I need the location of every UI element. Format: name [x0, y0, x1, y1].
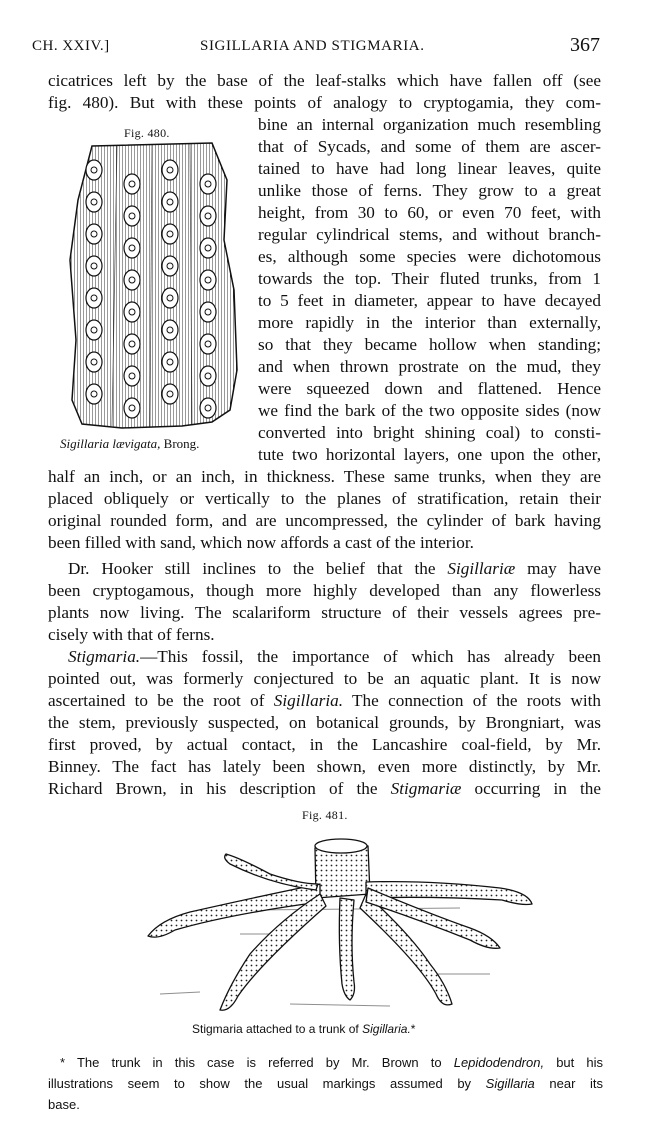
leaf-scar — [86, 256, 102, 276]
fig480-caption-author: Brong. — [160, 436, 200, 451]
footnote — [48, 1052, 603, 1115]
p3-line-2: pointed out, was formerly conjectured to be an aquatic plant. It is now — [48, 669, 601, 688]
p1-line-15: were squeezed down and flattened. Hence — [258, 379, 601, 398]
p2-line-3: plants now living. The scalariform structure of their vessels agrees pre- — [48, 603, 601, 622]
leaf-scar — [200, 238, 216, 258]
p1-line-12: more rapidly in the interior than externally, — [258, 313, 601, 332]
p1-line-2: fig. 480). But with these points of analogy to cryptogamia, they com- — [48, 93, 601, 112]
fig481-root-center — [339, 898, 354, 1000]
leaf-scar — [86, 224, 102, 244]
leaf-scar — [124, 238, 140, 258]
leaf-scar — [162, 320, 178, 340]
leaf-scar — [124, 302, 140, 322]
leaf-scar — [124, 270, 140, 290]
p2-line-4: cisely with that of ferns. — [48, 625, 215, 644]
leaf-scar — [162, 288, 178, 308]
leaf-scar — [200, 366, 216, 386]
fig480-label: Fig. 480. — [124, 126, 170, 140]
p1-line-20: placed obliquely or vertically to the planes of stratification, retain their — [48, 489, 601, 508]
leaf-scar — [162, 192, 178, 212]
leaf-scar — [124, 398, 140, 418]
p1-line-18: tute two horizontal layers, one upon the other, — [258, 445, 601, 464]
p1-line-7: height, from 30 to 60, or even 70 feet, with — [258, 203, 601, 222]
p1-line-16: we find the bark of the two opposite sides (now — [258, 401, 601, 420]
p1-line-11: to 5 feet in diameter, appear to have decayed — [258, 291, 601, 310]
leaf-scar — [162, 160, 178, 180]
p1-line-5: tained to have had long linear leaves, quite — [258, 159, 601, 178]
fig481-root-far-left — [225, 854, 318, 890]
leaf-scar — [162, 224, 178, 244]
p1-line-4: that of Sycads, and some of them are ascer- — [258, 137, 601, 156]
p1-line-22: been filled with sand, which now affords a cast of the interior. — [48, 533, 474, 552]
p1-line-13: so that they became hollow when standing; — [258, 335, 601, 354]
fig481-caption: Stigmaria attached to a trunk of Sigillaria.* — [192, 1022, 416, 1036]
p1-line-3: bine an internal organization much resembling — [258, 115, 601, 134]
running-header — [32, 36, 600, 58]
leaf-scar — [162, 352, 178, 372]
p1-line-1: cicatrices left by the base of the leaf-stalks which have fallen off (see — [48, 71, 601, 90]
leaf-scar — [162, 256, 178, 276]
fig481-trunk-top — [315, 839, 367, 853]
leaf-scar — [200, 334, 216, 354]
p1-line-21: original rounded form, and are uncompressed, the cylinder of bark having — [48, 511, 601, 530]
p3-line-7: Richard Brown, in his description of the Stigmariæ occurring in the — [48, 779, 601, 798]
leaf-scar — [124, 206, 140, 226]
running-title: SIGILLARIA AND STIGMARIA. — [200, 38, 425, 54]
leaf-scar — [86, 384, 102, 404]
p3-line-1: Stigmaria.—This fossil, the importance of which has already been — [68, 647, 601, 666]
leaf-scar — [86, 192, 102, 212]
p3-line-5: first proved, by actual contact, in the Lancashire coal-field, by Mr. — [48, 735, 601, 754]
leaf-scar — [124, 366, 140, 386]
leaf-scar — [200, 174, 216, 194]
fig480-sigillaria-bark-illustration — [62, 140, 252, 430]
leaf-scar — [86, 288, 102, 308]
page-number: 367 — [570, 34, 600, 56]
p1-line-8: regular cylindrical stems, and without branch- — [258, 225, 601, 244]
fig480-caption — [60, 436, 199, 452]
leaf-scar — [86, 160, 102, 180]
p3-line-6: Binney. The fact has lately been shown, even more distinctly, by Mr. — [48, 757, 601, 776]
p3-line-3: ascertained to be the root of Sigillaria. The connection of the roots with — [48, 691, 602, 710]
p1-line-14: and when thrown prostrate on the mud, they — [258, 357, 601, 376]
fig481-stigmaria-illustration — [130, 824, 540, 1020]
p3-line-4: the stem, previously suspected, on botanical grounds, by Brongniart, was — [48, 713, 601, 732]
p2-line-2: been cryptogamous, though more highly developed than any flowerless — [48, 581, 601, 600]
fig480-caption-species: Sigillaria lævigata, — [60, 436, 161, 451]
p1-line-19: half an inch, or an inch, in thickness. These same trunks, when they are — [48, 467, 601, 486]
chapter-marker: CH. XXIV.] — [32, 38, 110, 54]
fig481-label: Fig. 481. — [302, 808, 348, 822]
leaf-scar — [162, 384, 178, 404]
p2-line-1: Dr. Hooker still inclines to the belief that the Sigillariæ may have — [68, 559, 601, 578]
leaf-scar — [86, 352, 102, 372]
p1-line-17: converted into bright shining coal) to consti- — [258, 423, 601, 442]
p1-line-9: es, although some species were dichotomous — [258, 247, 601, 266]
footnote-line-1: * The trunk in this case is referred by Mr. Brown to Lepidodendron, but his — [60, 1055, 604, 1070]
leaf-scar — [200, 302, 216, 322]
p1-line-10: towards the top. Their fluted trunks, from 1 — [258, 269, 601, 288]
leaf-scar — [124, 174, 140, 194]
leaf-scar — [200, 270, 216, 290]
leaf-scar — [86, 320, 102, 340]
footnote-line-3: base. — [48, 1097, 80, 1112]
p1-line-6: unlike those of ferns. They grow to a great — [258, 181, 601, 200]
leaf-scar — [200, 398, 216, 418]
leaf-scar — [124, 334, 140, 354]
leaf-scar — [200, 206, 216, 226]
footnote-line-2: illustrations seem to show the usual markings assumed by Sigillaria near its — [48, 1076, 603, 1091]
